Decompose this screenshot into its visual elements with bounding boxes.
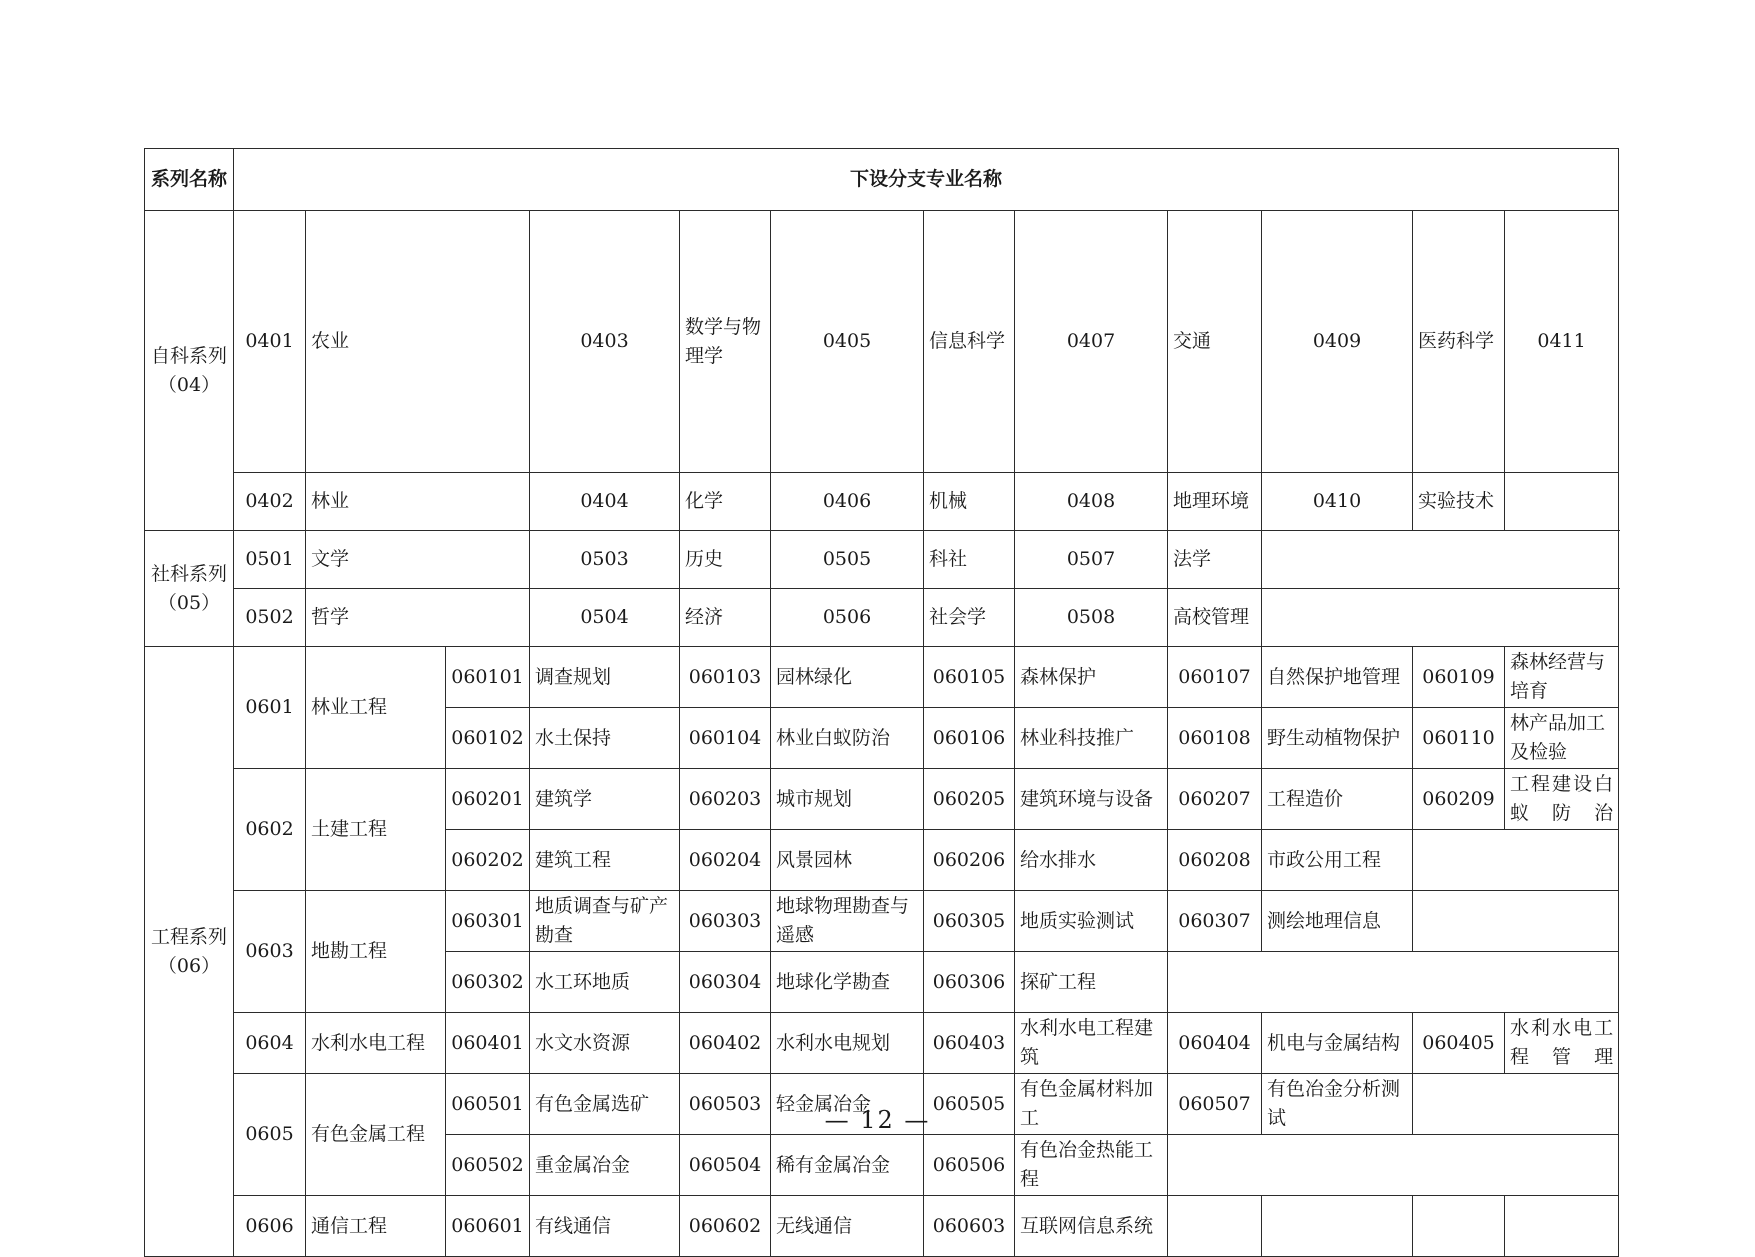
code-cell: 060110 [1413,708,1505,769]
name-cell: 森林保护 [1015,647,1168,708]
group-name-cell: 有色金属工程 [306,1074,446,1196]
name-cell: 园林绿化 [771,647,924,708]
name-cell: 化学 [680,473,771,531]
name-cell: 建筑工程 [530,830,680,891]
code-cell: 0410 [1262,473,1413,531]
name-cell: 地球化学勘查 [771,952,924,1013]
code-cell: 060204 [680,830,771,891]
code-cell: 060109 [1413,647,1505,708]
code-cell: 0402 [234,473,306,531]
specialty-table [144,148,1619,1257]
name-cell: 信息科学 [924,211,1015,473]
code-cell: 060202 [446,830,530,891]
name-cell: 探矿工程 [1015,952,1168,1013]
code-cell: 060203 [680,769,771,830]
code-cell: 060103 [680,647,771,708]
name-cell: 无线通信 [771,1196,924,1257]
code-cell: 060405 [1413,1013,1505,1074]
name-cell: 互联网信息系统 [1015,1196,1168,1257]
code-cell: 060501 [446,1074,530,1135]
table-row [145,589,1619,647]
branch-names-header: 下设分支专业名称 [234,149,1619,211]
empty-cell [1505,1196,1619,1257]
code-cell: 060402 [680,1013,771,1074]
group-name-cell: 林业工程 [306,647,446,769]
name-cell: 稀有金属冶金 [771,1135,924,1196]
table-row [145,1196,1619,1257]
name-cell: 交通 [1168,211,1262,473]
name-cell: 市政公用工程 [1262,830,1413,891]
code-cell: 0411 [1505,211,1619,473]
empty-cell [1262,589,1619,647]
table-row [145,1013,1619,1074]
name-cell: 水利水电工程建筑 [1015,1013,1168,1074]
code-cell: 060205 [924,769,1015,830]
name-cell: 地质实验测试 [1015,891,1168,952]
code-cell: 0406 [771,473,924,531]
empty-cell [1168,1196,1262,1257]
code-cell: 060306 [924,952,1015,1013]
name-cell: 有色金属选矿 [530,1074,680,1135]
series-cell-04: 自科系列（04） [145,211,234,531]
group-name-cell: 水利水电工程 [306,1013,446,1074]
code-cell: 060209 [1413,769,1505,830]
code-cell: 060301 [446,891,530,952]
code-cell: 060401 [446,1013,530,1074]
name-cell: 水文水资源 [530,1013,680,1074]
code-cell: 060506 [924,1135,1015,1196]
name-cell: 地球物理勘查与遥感 [771,891,924,952]
code-cell: 0405 [771,211,924,473]
code-cell: 0407 [1015,211,1168,473]
name-cell: 文学 [306,531,530,589]
name-cell: 机电与金属结构 [1262,1013,1413,1074]
code-cell: 0501 [234,531,306,589]
name-cell: 建筑环境与设备 [1015,769,1168,830]
name-cell: 水利水电规划 [771,1013,924,1074]
name-cell: 工程造价 [1262,769,1413,830]
name-cell: 建筑学 [530,769,680,830]
code-cell: 060305 [924,891,1015,952]
group-name-cell: 土建工程 [306,769,446,891]
group-code-cell: 0605 [234,1074,306,1196]
name-cell: 林业白蚁防治 [771,708,924,769]
code-cell: 060302 [446,952,530,1013]
empty-cell [1413,891,1619,952]
code-cell: 060602 [680,1196,771,1257]
group-code-cell: 0602 [234,769,306,891]
header-row [145,149,1619,211]
name-cell: 给水排水 [1015,830,1168,891]
group-code-cell: 0601 [234,647,306,769]
code-cell: 060304 [680,952,771,1013]
code-cell: 060101 [446,647,530,708]
table-row [145,531,1619,589]
table-row [145,891,1619,952]
code-cell: 0508 [1015,589,1168,647]
code-cell: 0401 [234,211,306,473]
code-cell: 060307 [1168,891,1262,952]
code-cell: 060404 [1168,1013,1262,1074]
name-cell: 林业 [306,473,530,531]
name-cell: 社会学 [924,589,1015,647]
code-cell: 060102 [446,708,530,769]
name-cell: 高校管理 [1168,589,1262,647]
page-number: — 12 — [824,1106,931,1134]
code-cell: 060206 [924,830,1015,891]
code-cell: 0504 [530,589,680,647]
name-cell: 有色冶金分析测试 [1262,1074,1413,1135]
name-cell: 调查规划 [530,647,680,708]
name-cell: 城市规划 [771,769,924,830]
code-cell: 060503 [680,1074,771,1135]
name-cell: 经济 [680,589,771,647]
name-cell: 有色金属材料加工 [1015,1074,1168,1135]
name-cell: 哲学 [306,589,530,647]
series-name-header: 系列名称 [145,149,234,211]
series-cell-05: 社科系列（05） [145,531,234,647]
name-cell: 实验技术 [1413,473,1505,531]
code-cell: 0505 [771,531,924,589]
code-cell: 060507 [1168,1074,1262,1135]
code-cell: 060502 [446,1135,530,1196]
code-cell: 0404 [530,473,680,531]
code-cell: 060505 [924,1074,1015,1135]
table-row [145,211,1619,473]
code-cell: 0503 [530,531,680,589]
name-cell: 机械 [924,473,1015,531]
table-row [145,473,1619,531]
name-cell: 风景园林 [771,830,924,891]
code-cell: 0408 [1015,473,1168,531]
code-cell: 060303 [680,891,771,952]
group-name-cell: 地勘工程 [306,891,446,1013]
name-cell: 地理环境 [1168,473,1262,531]
code-cell: 060403 [924,1013,1015,1074]
code-cell: 060504 [680,1135,771,1196]
name-cell: 水工环地质 [530,952,680,1013]
name-cell: 科社 [924,531,1015,589]
series-cell-06: 工程系列（06） [145,647,234,1257]
code-cell: 0502 [234,589,306,647]
group-name-cell: 通信工程 [306,1196,446,1257]
empty-cell [1413,830,1619,891]
name-cell: 水土保持 [530,708,680,769]
empty-cell [1262,531,1619,589]
name-cell: 森林经营与培育 [1505,647,1619,708]
group-code-cell: 0604 [234,1013,306,1074]
empty-cell [1505,473,1619,531]
empty-cell [1262,1196,1413,1257]
name-cell: 测绘地理信息 [1262,891,1413,952]
code-cell: 060105 [924,647,1015,708]
code-cell: 0506 [771,589,924,647]
code-cell: 0409 [1262,211,1413,473]
name-cell: 工程建设白蚁防治 [1505,769,1619,830]
name-cell: 数学与物理学 [680,211,771,473]
code-cell: 060201 [446,769,530,830]
code-cell: 0403 [530,211,680,473]
code-cell: 060603 [924,1196,1015,1257]
name-cell: 林产品加工及检验 [1505,708,1619,769]
name-cell: 有线通信 [530,1196,680,1257]
name-cell: 有色冶金热能工程 [1015,1135,1168,1196]
table-row [145,769,1619,830]
name-cell: 自然保护地管理 [1262,647,1413,708]
code-cell: 060104 [680,708,771,769]
name-cell: 医药科学 [1413,211,1505,473]
name-cell: 轻金属冶金 [771,1074,924,1135]
name-cell: 历史 [680,531,771,589]
group-code-cell: 0606 [234,1196,306,1257]
code-cell: 060208 [1168,830,1262,891]
name-cell: 农业 [306,211,530,473]
code-cell: 060107 [1168,647,1262,708]
empty-cell [1168,952,1619,1013]
name-cell: 法学 [1168,531,1262,589]
code-cell: 060108 [1168,708,1262,769]
code-cell: 060106 [924,708,1015,769]
empty-cell [1413,1196,1505,1257]
table-row [145,647,1619,708]
code-cell: 0507 [1015,531,1168,589]
code-cell: 060601 [446,1196,530,1257]
group-code-cell: 0603 [234,891,306,1013]
name-cell: 野生动植物保护 [1262,708,1413,769]
code-cell: 060207 [1168,769,1262,830]
name-cell: 地质调查与矿产勘查 [530,891,680,952]
empty-cell [1168,1135,1619,1196]
name-cell: 林业科技推广 [1015,708,1168,769]
name-cell: 水利水电工程管理 [1505,1013,1619,1074]
name-cell: 重金属冶金 [530,1135,680,1196]
